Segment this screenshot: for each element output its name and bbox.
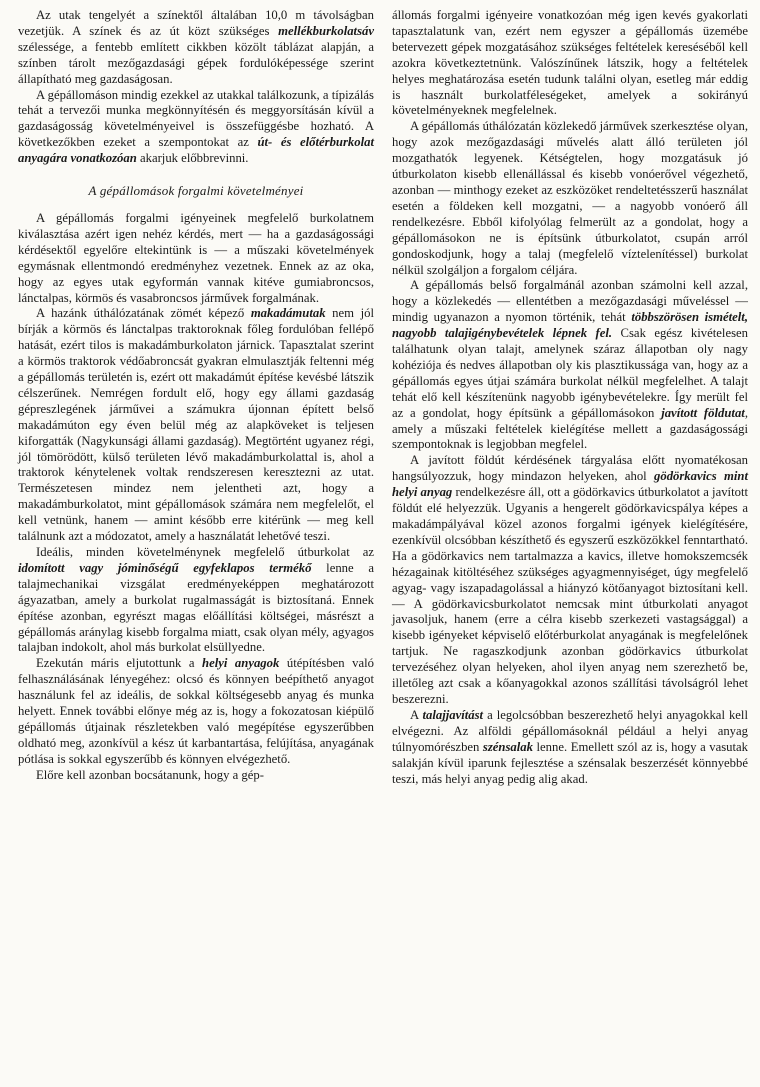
text-run: a legolcsóbban beszerezhető helyi anyagokkal kell elvégezni. Az alföldi gépállomásoknál például a helyi anyag túlnyomórészben [392,707,748,754]
text-run: Ideális, minden követelménynek megfelelő útburkolat az [36,545,374,559]
emphasized-text: idomított vagy jóminőségű egyfeklapos termékő [18,560,312,575]
text-run: A hazánk úthálózatának zömét képező [36,306,251,321]
emphasized-text: szénsalak [482,739,533,754]
paragraph [18,306,374,545]
paragraph [392,453,748,708]
paragraph [18,656,374,767]
text-run: Előre kell azonban bocsátanunk, hogy a gép- [36,767,264,782]
paragraph [18,211,374,306]
right-column [392,8,748,1083]
paragraph [392,8,748,119]
emphasized-text: makadámutak [250,306,326,321]
paragraph [392,278,748,453]
paragraph [18,545,374,656]
text-run: A gépállomás belső forgalmánál azonban számolni kell azzal, hogy a közlekedés — ellentétben a mezőgazdasági műveléssel — mindig ugyanazon a nyomon történik, tehát [392,278,748,325]
text-run: lenne a talajmechanikai vizsgálat eredményeképpen meghatározott ágyazatban, amely a burkolat rugalmasságát is biztosítaná. Ennek építése azonban, egyrészt magas előállítási költségei, másrészt a gépállomás aránylag kisebb forgalma miatt, csak olyan mély, agyagos talajban indokolt, ahol más burkolat elsüllyedne. [18,560,374,655]
text-run: A [410,707,423,722]
text-run: állomás forgalmi igényeire vonatkozóan még igen kevés gyakorlati tapasztalatunk van, ezért nem egyszer a gépállomás üzemébe betervezett gépek mozgatásához szükséges feltételek kereséséből kell azokra következtetnünk. Valószínűnek látszik, hogy a feltételek helyes meghatározása esetén tudunk találni olyan, esetleg már eddig is használt burkolatféleségeket, amelyek a sokirányú követelményeknek megfelelnek. [392,8,748,118]
paragraph [18,8,374,88]
text-run: A javított földút kérdésének tárgyalása előtt nyomatékosan hangsúlyozzuk, hogy mindazon helyeken, ahol [392,453,748,484]
emphasized-text: helyi anyagok [202,656,280,671]
text-run: nem jól bírják a körmös és lánctalpas traktoroknak főleg fordulóban fellépő hatását, ezért tilos is makadámburkolaton járnick. Tapasztalat szerint a körmös traktorok védőabroncsát gyakran elmulasztják feltenni még a gépállomás területén is, ezért ott makadámút építése kevésbé látszik célszerűnek. Nemrégen fordult elő, hogy egy állami gazdaság gépreszlegének járművei a számukra újonnan épített belső makadámúton egy éven belül még az alapköveket is teljesen kiforgatták (Nagykunsági állami gazdaság). Megtörtént ugyanez régi, jól tömörödött, külső területen lévő makadámburkolattal is, ahol a traktorok kénytelenek voltak rendszeresen keresztezni az utat. Természetesen mindez nem jelentheti azt, hogy a makadámburkolatot, mint gépállomások számára nem megfelelőt, el kell vetnünk, hanem — amint később erre kitérünk — meg kell találnunk azt a módozatot, amely a használatát lehetővé teszi. [18,306,374,544]
emphasized-text: talajjavítást [422,707,484,722]
text-run: szélessége, a fentebb említett cikkben közölt táblázat alapján, a színben tárolt mezőgazdasági gépek fordulóképessége szerint állapítható meg gazdaságosan. [18,39,374,86]
emphasized-text: többszörösen ismételt, nagyobb talajigénybevételek lépnek fel. [392,310,748,341]
text-run: A gépállomás forgalmi igényeinek megfelelő burkolatnem kiválasztása azért igen nehéz kérdés, mert — ha a gazdaságossági kérdésektől egyelőre eltekintünk is — a műszaki követelmények egymásnak ellentmondó eredményhez vezetnek. Ennek az az oka, hogy az egyes utak egyformán vannak kitéve gumiabroncsos, lánctalpas, körmös és vasabroncsos járművek forgalmának. [18,210,374,305]
text-run: rendelkezésre áll, ott a gödörkavics útburkolatot a javított földút elé helyezzük. Ugyanis a hengerelt gödörkavicspálya képes a makadámpályával közel azonos forgalmi igények kielégítésére, ezenkívül olcsóbban készíthető és egyszerű eszközökkel fenntartható. Ha a gödörkavics nem tartalmazza a kavics, illetve homokszemcsék hézagainak kitöltéséhez szükséges agyagmennyiséget, úgy megfelelő agyag- vagy iszapadagolással a hiányzó kötőanyagot biztosítani kell. — A gödörkavicsburkolatot nemcsak mint útburkolati anyagot javasoljuk, hanem (erre a célra kisebb szerkezeti vastagsággal) a kisebb igényeket képviselő előtérburkolat anyagának is megfelelőnek tartjuk. Ne ragaszkodjunk azonban gödörkavics útburkolat tervezéséhez olyan helyeken, ahol ilyen anyag nem szerezhető be, illetőleg azt csak a kőanyagokkal azonos szállítási távolságról lehet beszerezni. [392,485,748,706]
text-run: Az utak tengelyét a színektől általában 10,0 m távolságban vezetjük. A színek és az út közt szükséges [18,8,374,38]
text-run: Csak egész kivételesen találhatunk olyan talajt, amelynek száraz állapotban oly nagy kohéziója és nedves állapotban oly kis plasztikussága van, hogy az a gépállomás egyes útjai számára burkolat nélkül megfelelhet. A talajt tehát elő kell készítenünk nagyobb igénybevételekre. Így merült fel az a gondolat, hogy építsünk a gépállomásokon [392,326,748,420]
paragraph [392,708,748,788]
paragraph [392,119,748,278]
paragraph [18,88,374,168]
paragraph [18,768,374,784]
emphasized-text: gödörkavics mint helyi anyag [392,469,748,500]
left-column [18,8,374,1083]
text-run: útépítésben való felhasználásának lényegéhez: olcsó és könnyen beépíthető anyagot használunk fel az ideális, de sokkal költségesebb anyag és munka helyett. Ennek további előnye még az is, hogy a fokozatosan kiépülő gépállomás útjainak részletekben való megépítése egyszerűbben oldható meg, azonkívül a kész út karbantartása, felújítása, anyagának pótlása is sokkal egyszerűbb és könnyen elvégezhető. [18,656,374,766]
text-run: A gépállomás úthálózatán közlekedő járművek szerkesztése olyan, hogy azok mezőgazdasági művelés alatt álló területen jól mozgathatók legyenek. Kétségtelen, hogy mozgatásuk jó útburkolaton kisebb ellenállással és kisebb vonóerővel végezhető, azonban — minthogy ezeket az eszközöket rendeltetésszerű használat esetén a földeken kell mozgatni, — a nagyobb vonóerő áll rendelkezésre. Ebből kifolyólag felmerült az a gondolat, hogy a gépállomásokon ne is építsünk útburkolatot, csupán arról gondoskodjunk, hogy a talaj (megfelelő víztelenítéssel) burkolat nélkül szolgáljon a forgalom céljára. [392,119,748,277]
text-run: akarjuk előbbrevinni. [136,151,249,166]
emphasized-text: út- és előtérburkolat anyagára vonatkozóan [18,135,374,166]
text-run: lenne. Emellett szól az is, hogy a vasutak salakján kívül iparunk fejlesztése a szénsalak beszerzését könnyebbé teszi, más helyi anyag pedig alig akad. [392,739,748,786]
section-heading: A gépállomások forgalmi követelményei [88,183,304,199]
text-run: Ezekután máris eljutottunk a [36,656,203,671]
text-run: A gépállomáson mindig ezekkel az utakkal találkozunk, a típizálás tehát a tervezői munka megkönnyítésén és meggyorsításán kívül a gazdaságosság követelményeivel is összefüggésbe hozható. A következőkben ezeket a szempontokat az [18,87,374,150]
text-run: , amely a műszaki feltételek kielégítése mellett a gazdaságossági szempontoknak is legjobban megfelel. [392,405,748,452]
emphasized-text: mellékburkolatsáv [278,23,374,38]
emphasized-text: javított földutat [661,405,745,420]
